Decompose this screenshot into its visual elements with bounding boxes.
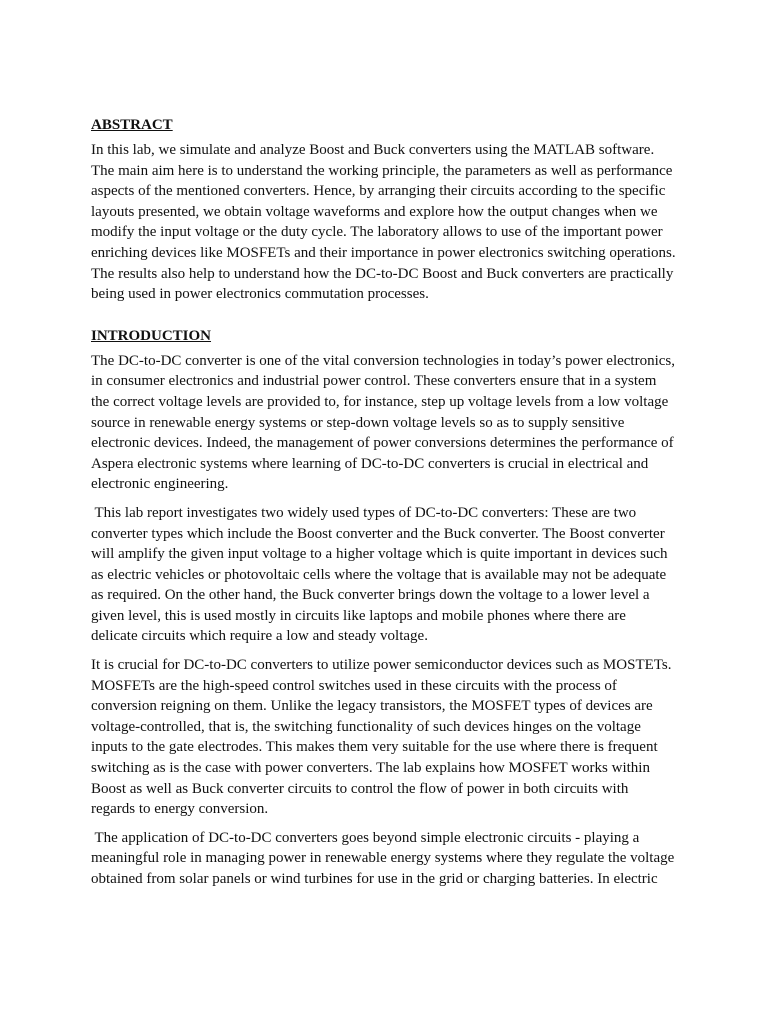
text-line: electronic devices. Indeed, the management of power conversions determines the performance of [91,435,674,452]
abstract-section [91,115,683,305]
text-line: switching as is the case with power converters. The lab explains how MOSFET works within [91,760,650,777]
text-line: It is crucial for DC-to-DC converters to utilize power semiconductor devices such as MOSTETs. [91,657,672,674]
text-line: inputs to the gate electrodes. This makes them very suitable for the use where there is frequent [91,739,658,756]
text-line: will amplify the given input voltage to a higher voltage which is quite important in devices such [91,546,668,563]
text-line: being used in power electronics commutation processes. [91,286,429,303]
text-line: in consumer electronics and industrial power control. These converters ensure that in a system [91,373,657,390]
text-line: obtained from solar panels or wind turbines for use in the grid or charging batteries. In electric [91,871,658,887]
text-line: MOSFETs are the high-speed control switches used in these circuits with the process of [91,677,617,694]
document-page [91,115,683,898]
text-line: meaningful role in managing power in renewable energy systems where they regulate the voltage [91,850,675,867]
text-line: The main aim here is to understand the working principle, the parameters as well as performance [91,162,673,179]
section-heading-introduction: INTRODUCTION [91,327,212,344]
text-line: enriching devices like MOSFETs and their importance in power electronics switching operations. [91,244,676,261]
text-line: conversion reigning on them. Unlike the legacy transistors, the MOSFET types of devices are [91,698,653,715]
text-line: electronic engineering. [91,476,229,493]
text-line: The results also help to understand how the DC-to-DC Boost and Buck converters are practically [91,265,674,282]
text-line: aspects of the mentioned converters. Hence, by arranging their circuits according to the specific [91,183,666,200]
text-line: regards to energy conversion. [91,801,269,818]
introduction-paragraph-4 [91,828,683,890]
text-line: layouts presented, we obtain voltage waveforms and explore how the output changes when we [91,203,658,220]
text-line: converter types which include the Boost converter and the Buck converter. The Boost converter [91,525,665,542]
text-line: This lab report investigates two widely used types of DC-to-DC converters: These are two [91,504,637,521]
introduction-paragraph-1 [91,351,683,495]
text-line: source in renewable energy systems or step-down voltage levels so as to supply sensitive [91,414,625,431]
text-line: Boost as well as Buck converter circuits to control the flow of power in both circuits with [91,780,629,797]
text-line: the correct voltage levels are provided to, for instance, step up voltage levels from a low voltage [91,393,669,410]
introduction-paragraph-2 [91,503,683,647]
text-line: delicate circuits which require a low and steady voltage. [91,628,428,645]
text-line: given level, this is used mostly in circuits like laptops and mobile phones where there are [91,607,626,624]
text-line: Aspera electronic systems where learning of DC-to-DC converters is crucial in electrical and [91,455,649,472]
text-line: as required. On the other hand, the Buck converter brings down the voltage to a lower level a [91,587,650,604]
abstract-paragraph [91,140,683,305]
introduction-section [91,326,683,890]
text-line: The application of DC-to-DC converters goes beyond simple electronic circuits - playing a [91,829,640,846]
text-line: voltage-controlled, that is, the switching functionality of such devices hinges on the voltage [91,718,641,735]
introduction-paragraph-3 [91,655,683,820]
text-line: as electric vehicles or photovoltaic cells where the voltage that is available may not be adequate [91,566,667,583]
text-line: The DC-to-DC converter is one of the vital conversion technologies in today’s power electronics, [91,352,676,369]
text-line: In this lab, we simulate and analyze Boost and Buck converters using the MATLAB software. [91,142,655,158]
text-line: modify the input voltage or the duty cycle. The laboratory allows to use of the important power [91,224,663,241]
section-heading-abstract: ABSTRACT [91,117,173,133]
